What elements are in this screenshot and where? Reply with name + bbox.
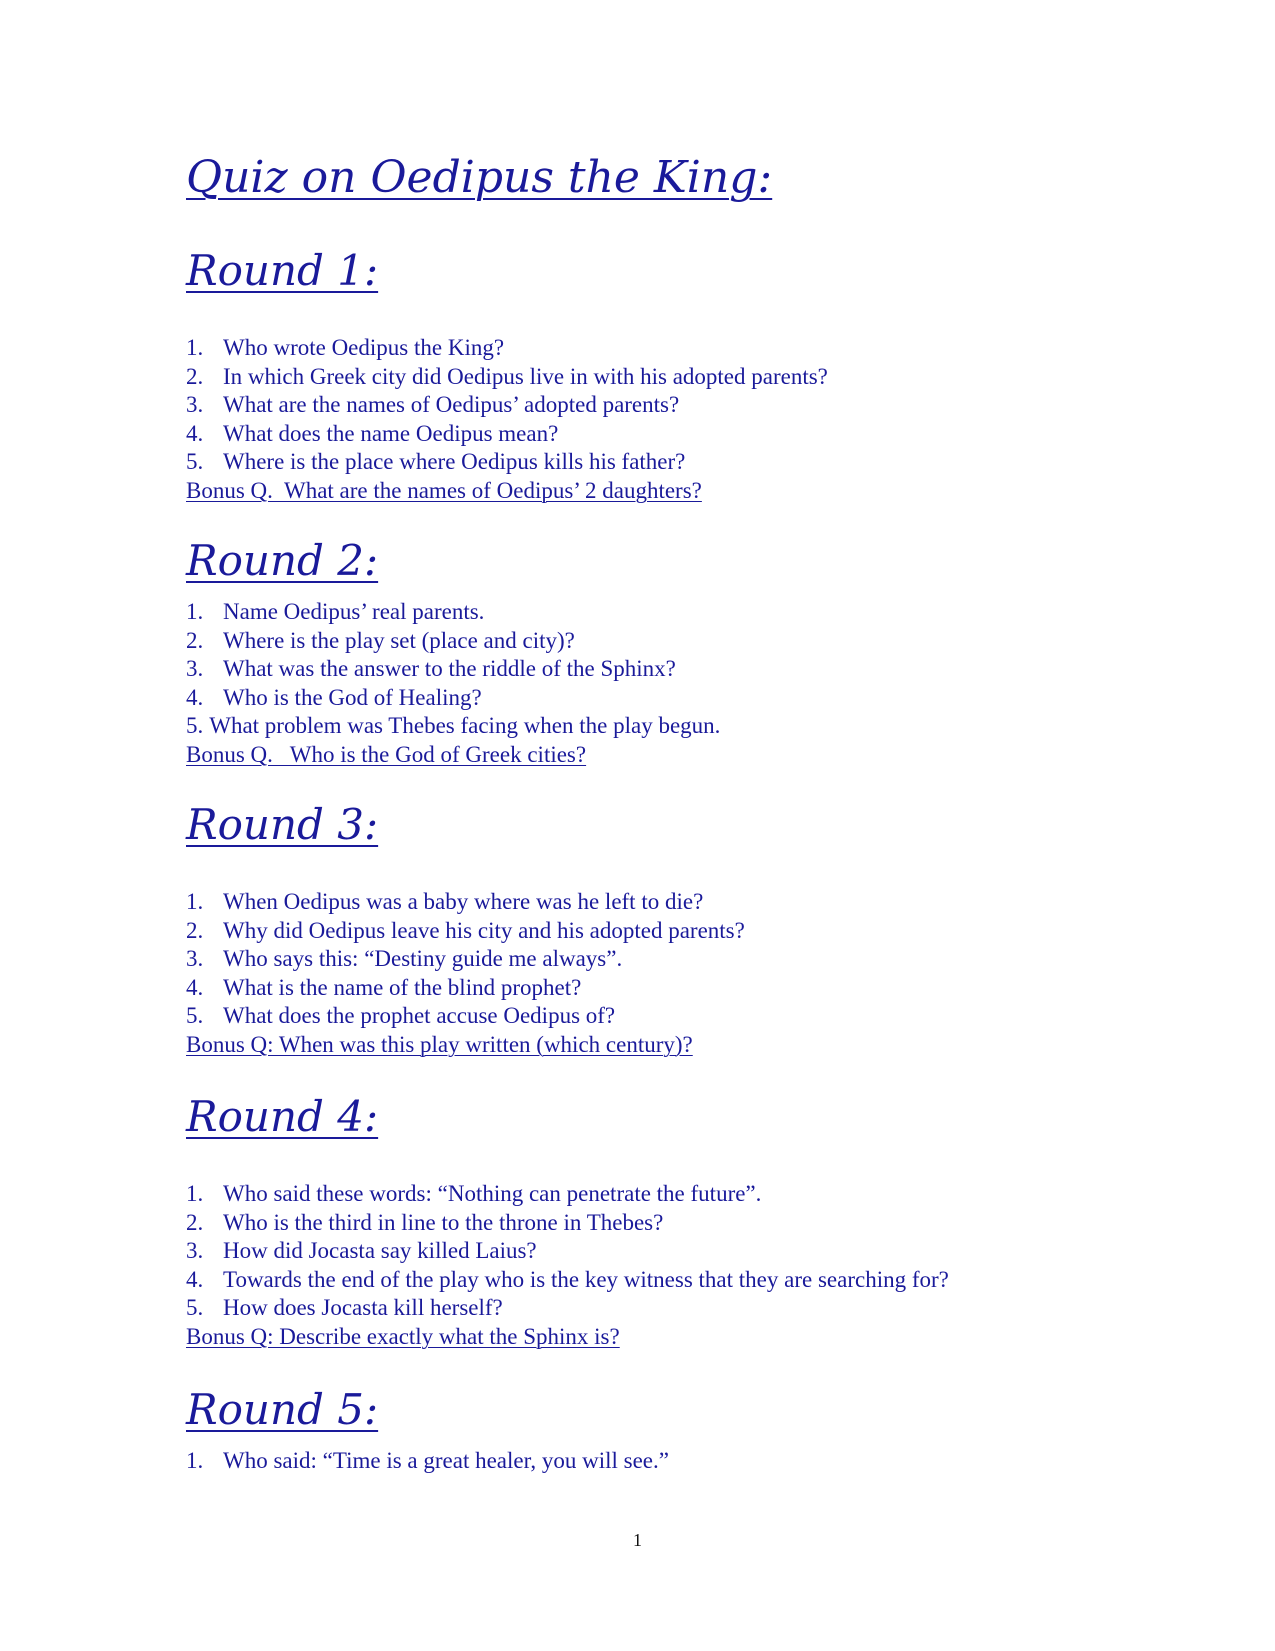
question-item: 3. What are the names of Oedipus’ adopted parents?: [186, 392, 680, 417]
question-item: 5. How does Jocasta kill herself?: [186, 1295, 503, 1320]
round-4-heading: Round 4:: [186, 1092, 379, 1141]
round-5-questions: [186, 1447, 669, 1476]
question-item: 3. Who says this: “Destiny guide me always”.: [186, 946, 623, 971]
bonus-question: Bonus Q. What are the names of Oedipus’ 2 daughters?: [186, 477, 702, 503]
question-item: 1. Name Oedipus’ real parents.: [186, 599, 485, 624]
question-item: 1. When Oedipus was a baby where was he left to die?: [186, 889, 704, 914]
question-item: 1. Who said: “Time is a great healer, you will see.”: [186, 1448, 669, 1473]
question-item: 2. Where is the play set (place and city)?: [186, 627, 575, 653]
question-item: 5. What problem was Thebes facing when the play begun.: [186, 713, 721, 738]
question-item: 5. Where is the place where Oedipus kills his father?: [186, 449, 686, 474]
question-item: 4. What does the name Oedipus mean?: [186, 420, 559, 446]
question-item: 4. Who is the God of Healing?: [186, 684, 482, 710]
bonus-question: Bonus Q: Describe exactly what the Sphinx is?: [186, 1323, 620, 1349]
bonus-question: Bonus Q: When was this play written (which century)?: [186, 1031, 693, 1057]
round-3-questions: [186, 888, 745, 1059]
question-item: 3. How did Jocasta say killed Laius?: [186, 1238, 537, 1263]
round-1-questions: [186, 334, 828, 505]
bonus-question: Bonus Q. Who is the God of Greek cities?: [186, 741, 587, 767]
question-item: 1. Who said these words: “Nothing can penetrate the future”.: [186, 1181, 762, 1206]
question-item: 5. What does the prophet accuse Oedipus of?: [186, 1003, 616, 1028]
question-item: 4. Towards the end of the play who is the key witness that they are searching for?: [186, 1266, 949, 1292]
round-5-heading: Round 5:: [186, 1385, 379, 1434]
question-item: 3. What was the answer to the riddle of the Sphinx?: [186, 656, 676, 681]
question-item: 2. Who is the third in line to the throne in Thebes?: [186, 1209, 664, 1235]
round-2-heading: Round 2:: [186, 536, 379, 585]
round-4-questions: [186, 1180, 949, 1351]
quiz-title: Quiz on Oedipus the King:: [186, 152, 773, 203]
question-item: 2. Why did Oedipus leave his city and his adopted parents?: [186, 917, 745, 943]
question-item: 2. In which Greek city did Oedipus live in with his adopted parents?: [186, 363, 828, 389]
page-number: 1: [633, 1530, 642, 1550]
question-item: 4. What is the name of the blind prophet?: [186, 974, 582, 1000]
round-2-questions: [186, 598, 720, 769]
round-1-heading: Round 1:: [186, 246, 379, 295]
round-3-heading: Round 3:: [186, 800, 379, 849]
question-item: 1. Who wrote Oedipus the King?: [186, 335, 505, 360]
